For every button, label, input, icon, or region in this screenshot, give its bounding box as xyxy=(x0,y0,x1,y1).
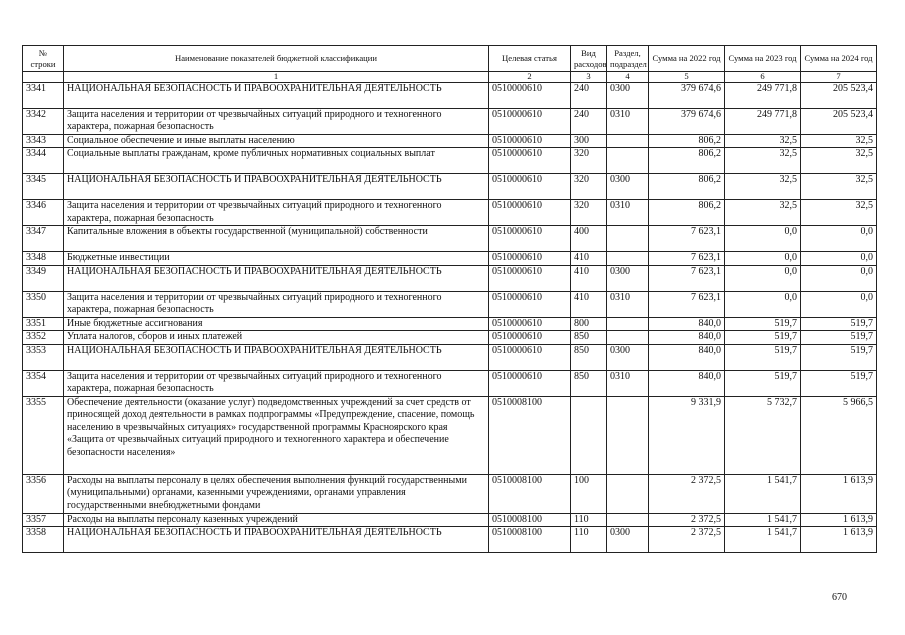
row-number: 3342 xyxy=(23,108,64,134)
expense-type: 410 xyxy=(571,291,607,317)
sum-2022: 2 372,5 xyxy=(649,474,725,513)
sum-2022: 840,0 xyxy=(649,317,725,331)
expense-type: 320 xyxy=(571,200,607,226)
expense-type: 400 xyxy=(571,226,607,252)
row-number: 3341 xyxy=(23,82,64,108)
sum-2022: 806,2 xyxy=(649,200,725,226)
section-code xyxy=(607,396,649,474)
row-number: 3350 xyxy=(23,291,64,317)
indicator-name: НАЦИОНАЛЬНАЯ БЕЗОПАСНОСТЬ И ПРАВООХРАНИТЕЛЬНАЯ ДЕЯТЕЛЬНОСТЬ xyxy=(64,527,489,553)
target-article: 0510000610 xyxy=(489,317,571,331)
table-row xyxy=(23,252,877,266)
section-code xyxy=(607,252,649,266)
column-number: 1 xyxy=(64,72,489,83)
target-article: 0510000610 xyxy=(489,226,571,252)
sum-2023: 32,5 xyxy=(725,174,801,200)
row-number: 3357 xyxy=(23,513,64,527)
section-code xyxy=(607,317,649,331)
sum-2023: 1 541,7 xyxy=(725,474,801,513)
sum-2024: 519,7 xyxy=(801,370,877,396)
row-number: 3352 xyxy=(23,331,64,345)
row-number: 3348 xyxy=(23,252,64,266)
target-article: 0510000610 xyxy=(489,252,571,266)
sum-2023: 32,5 xyxy=(725,134,801,148)
section-code xyxy=(607,474,649,513)
sum-2024: 32,5 xyxy=(801,174,877,200)
table-row xyxy=(23,513,877,527)
section-code: 0300 xyxy=(607,527,649,553)
sum-2023: 0,0 xyxy=(725,291,801,317)
sum-2023: 5 732,7 xyxy=(725,396,801,474)
sum-2023: 249 771,8 xyxy=(725,82,801,108)
header-indicator-name: Наименование показателей бюджетной классификации xyxy=(64,46,489,72)
sum-2023: 32,5 xyxy=(725,200,801,226)
expense-type: 850 xyxy=(571,331,607,345)
indicator-name: Обеспечение деятельности (оказание услуг) подведомственных учреждений за счет средств от приносящей доход деятельности в рамках подпрограммы «Предупреждение, спасение, помощь населению в чрезвычайных ситуациях» государственной программы Красноярского края «Защита от чрезвычайных ситуаций природного и техногенного характера и обеспечение безопасности населения» xyxy=(64,396,489,474)
column-number: 7 xyxy=(801,72,877,83)
section-code: 0310 xyxy=(607,200,649,226)
sum-2024: 32,5 xyxy=(801,148,877,174)
row-number: 3351 xyxy=(23,317,64,331)
column-number xyxy=(23,72,64,83)
row-number: 3344 xyxy=(23,148,64,174)
target-article: 0510000610 xyxy=(489,134,571,148)
indicator-name: НАЦИОНАЛЬНАЯ БЕЗОПАСНОСТЬ И ПРАВООХРАНИТЕЛЬНАЯ ДЕЯТЕЛЬНОСТЬ xyxy=(64,174,489,200)
sum-2024: 519,7 xyxy=(801,344,877,370)
target-article: 0510008100 xyxy=(489,513,571,527)
target-article: 0510000610 xyxy=(489,148,571,174)
table-body xyxy=(23,82,877,553)
target-article: 0510000610 xyxy=(489,82,571,108)
row-number: 3355 xyxy=(23,396,64,474)
indicator-name: Иные бюджетные ассигнования xyxy=(64,317,489,331)
sum-2024: 1 613,9 xyxy=(801,513,877,527)
sum-2022: 806,2 xyxy=(649,134,725,148)
expense-type: 800 xyxy=(571,317,607,331)
table-row xyxy=(23,134,877,148)
column-number-row xyxy=(23,72,877,83)
row-number: 3358 xyxy=(23,527,64,553)
expense-type: 850 xyxy=(571,344,607,370)
section-code xyxy=(607,134,649,148)
table-row xyxy=(23,317,877,331)
sum-2024: 32,5 xyxy=(801,200,877,226)
section-code: 0300 xyxy=(607,82,649,108)
row-number: 3343 xyxy=(23,134,64,148)
table-row xyxy=(23,108,877,134)
sum-2024: 519,7 xyxy=(801,317,877,331)
section-code: 0300 xyxy=(607,265,649,291)
table-row xyxy=(23,265,877,291)
indicator-name: НАЦИОНАЛЬНАЯ БЕЗОПАСНОСТЬ И ПРАВООХРАНИТЕЛЬНАЯ ДЕЯТЕЛЬНОСТЬ xyxy=(64,344,489,370)
budget-table xyxy=(22,45,877,553)
target-article: 0510008100 xyxy=(489,474,571,513)
indicator-name: Защита населения и территории от чрезвычайных ситуаций природного и техногенного характера, пожарная безопасность xyxy=(64,200,489,226)
sum-2024: 205 523,4 xyxy=(801,82,877,108)
section-code xyxy=(607,148,649,174)
sum-2023: 519,7 xyxy=(725,344,801,370)
sum-2022: 806,2 xyxy=(649,148,725,174)
expense-type: 410 xyxy=(571,252,607,266)
column-number: 5 xyxy=(649,72,725,83)
expense-type: 100 xyxy=(571,474,607,513)
indicator-name: Социальные выплаты гражданам, кроме публичных нормативных социальных выплат xyxy=(64,148,489,174)
row-number: 3349 xyxy=(23,265,64,291)
table-row xyxy=(23,474,877,513)
sum-2024: 0,0 xyxy=(801,226,877,252)
table-row xyxy=(23,527,877,553)
sum-2024: 205 523,4 xyxy=(801,108,877,134)
table-row xyxy=(23,200,877,226)
header-target-article: Целевая статья xyxy=(489,46,571,72)
row-number: 3353 xyxy=(23,344,64,370)
sum-2022: 7 623,1 xyxy=(649,226,725,252)
section-code: 0300 xyxy=(607,344,649,370)
header-sum-2023: Сумма на 2023 год xyxy=(725,46,801,72)
indicator-name: Капитальные вложения в объекты государственной (муниципальной) собственности xyxy=(64,226,489,252)
indicator-name: Уплата налогов, сборов и иных платежей xyxy=(64,331,489,345)
target-article: 0510000610 xyxy=(489,370,571,396)
sum-2022: 840,0 xyxy=(649,344,725,370)
row-number: 3346 xyxy=(23,200,64,226)
section-code: 0310 xyxy=(607,108,649,134)
target-article: 0510008100 xyxy=(489,396,571,474)
header-row-number: № строки xyxy=(23,46,64,72)
sum-2022: 7 623,1 xyxy=(649,265,725,291)
target-article: 0510008100 xyxy=(489,527,571,553)
indicator-name: Защита населения и территории от чрезвычайных ситуаций природного и техногенного характера, пожарная безопасность xyxy=(64,370,489,396)
sum-2023: 249 771,8 xyxy=(725,108,801,134)
expense-type: 240 xyxy=(571,108,607,134)
sum-2024: 0,0 xyxy=(801,252,877,266)
table-row xyxy=(23,396,877,474)
target-article: 0510000610 xyxy=(489,108,571,134)
sum-2022: 379 674,6 xyxy=(649,108,725,134)
header-sum-2022: Сумма на 2022 год xyxy=(649,46,725,72)
sum-2023: 0,0 xyxy=(725,252,801,266)
sum-2022: 379 674,6 xyxy=(649,82,725,108)
table-row xyxy=(23,82,877,108)
expense-type: 240 xyxy=(571,82,607,108)
target-article: 0510000610 xyxy=(489,331,571,345)
header-sum-2024: Сумма на 2024 год xyxy=(801,46,877,72)
expense-type: 410 xyxy=(571,265,607,291)
sum-2022: 840,0 xyxy=(649,370,725,396)
sum-2024: 1 613,9 xyxy=(801,474,877,513)
indicator-name: Защита населения и территории от чрезвычайных ситуаций природного и техногенного характера, пожарная безопасность xyxy=(64,108,489,134)
column-number: 2 xyxy=(489,72,571,83)
section-code xyxy=(607,331,649,345)
sum-2024: 1 613,9 xyxy=(801,527,877,553)
target-article: 0510000610 xyxy=(489,344,571,370)
sum-2023: 519,7 xyxy=(725,370,801,396)
expense-type xyxy=(571,396,607,474)
sum-2023: 1 541,7 xyxy=(725,513,801,527)
sum-2024: 519,7 xyxy=(801,331,877,345)
target-article: 0510000610 xyxy=(489,174,571,200)
column-number: 6 xyxy=(725,72,801,83)
sum-2022: 7 623,1 xyxy=(649,252,725,266)
sum-2024: 5 966,5 xyxy=(801,396,877,474)
sum-2023: 0,0 xyxy=(725,265,801,291)
section-code xyxy=(607,226,649,252)
table-row xyxy=(23,226,877,252)
table-row xyxy=(23,370,877,396)
header-section: Раздел, подраздел xyxy=(607,46,649,72)
target-article: 0510000610 xyxy=(489,200,571,226)
expense-type: 300 xyxy=(571,134,607,148)
expense-type: 110 xyxy=(571,527,607,553)
row-number: 3345 xyxy=(23,174,64,200)
sum-2022: 2 372,5 xyxy=(649,527,725,553)
row-number: 3354 xyxy=(23,370,64,396)
target-article: 0510000610 xyxy=(489,265,571,291)
table-row xyxy=(23,148,877,174)
target-article: 0510000610 xyxy=(489,291,571,317)
indicator-name: НАЦИОНАЛЬНАЯ БЕЗОПАСНОСТЬ И ПРАВООХРАНИТЕЛЬНАЯ ДЕЯТЕЛЬНОСТЬ xyxy=(64,82,489,108)
page-number: 670 xyxy=(832,592,847,603)
column-number: 4 xyxy=(607,72,649,83)
sum-2024: 32,5 xyxy=(801,134,877,148)
row-number: 3356 xyxy=(23,474,64,513)
expense-type: 320 xyxy=(571,148,607,174)
sum-2022: 9 331,9 xyxy=(649,396,725,474)
table-header-row xyxy=(23,46,877,72)
header-expense-type: Вид расходов xyxy=(571,46,607,72)
indicator-name: Бюджетные инвестиции xyxy=(64,252,489,266)
section-code: 0300 xyxy=(607,174,649,200)
table-row xyxy=(23,331,877,345)
sum-2023: 519,7 xyxy=(725,331,801,345)
indicator-name: НАЦИОНАЛЬНАЯ БЕЗОПАСНОСТЬ И ПРАВООХРАНИТЕЛЬНАЯ ДЕЯТЕЛЬНОСТЬ xyxy=(64,265,489,291)
table-row xyxy=(23,291,877,317)
expense-type: 320 xyxy=(571,174,607,200)
indicator-name: Расходы на выплаты персоналу в целях обеспечения выполнения функций государственными (муниципальными) органами, казенными учреждениями, органами управления государственными внебюджетными фондами xyxy=(64,474,489,513)
section-code: 0310 xyxy=(607,370,649,396)
section-code xyxy=(607,513,649,527)
sum-2023: 1 541,7 xyxy=(725,527,801,553)
indicator-name: Социальное обеспечение и иные выплаты населению xyxy=(64,134,489,148)
sum-2023: 32,5 xyxy=(725,148,801,174)
sum-2022: 840,0 xyxy=(649,331,725,345)
column-number: 3 xyxy=(571,72,607,83)
indicator-name: Расходы на выплаты персоналу казенных учреждений xyxy=(64,513,489,527)
sum-2022: 7 623,1 xyxy=(649,291,725,317)
sum-2022: 806,2 xyxy=(649,174,725,200)
sum-2024: 0,0 xyxy=(801,291,877,317)
table-row xyxy=(23,174,877,200)
row-number: 3347 xyxy=(23,226,64,252)
sum-2023: 519,7 xyxy=(725,317,801,331)
sum-2024: 0,0 xyxy=(801,265,877,291)
expense-type: 110 xyxy=(571,513,607,527)
table-row xyxy=(23,344,877,370)
section-code: 0310 xyxy=(607,291,649,317)
indicator-name: Защита населения и территории от чрезвычайных ситуаций природного и техногенного характера, пожарная безопасность xyxy=(64,291,489,317)
sum-2022: 2 372,5 xyxy=(649,513,725,527)
expense-type: 850 xyxy=(571,370,607,396)
sum-2023: 0,0 xyxy=(725,226,801,252)
